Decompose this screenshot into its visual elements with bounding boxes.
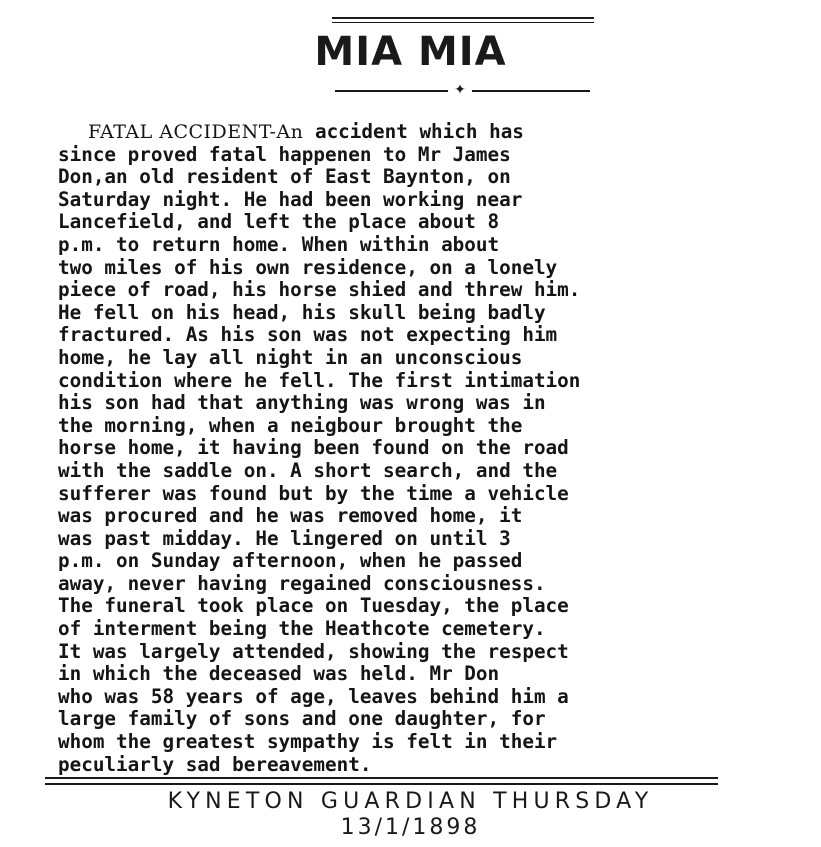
article-lead: FATAL ACCIDENT-An (88, 121, 304, 143)
article-line: home, he lay all night in an unconscious (58, 345, 523, 369)
article-line: condition where he fell. The first intimation (58, 368, 581, 392)
article-line: two miles of his own residence, on a lonely (58, 255, 558, 279)
page-title: MIA MIA (314, 29, 507, 75)
article-line: sufferer was found but by the time a vehicle (58, 481, 569, 505)
article-line: in which the deceased was held. Mr Don (58, 662, 500, 686)
article-line: large family of sons and one daughter, for (58, 707, 546, 731)
article-body (58, 121, 798, 776)
publication-source: KYNETON GUARDIAN THURSDAY (167, 789, 654, 814)
article-line: p.m. on Sunday afternoon, when he passed (58, 549, 523, 573)
article-line: away, never having regained consciousness. (58, 571, 546, 595)
article-line: He fell on his head, his skull being badly (58, 300, 546, 324)
header-rule-top (332, 17, 594, 19)
publication-date: 13/1/1898 (340, 815, 481, 840)
article-line (58, 121, 798, 144)
article-line: whom the greatest sympathy is felt in their (58, 730, 558, 754)
article-line: The funeral took place on Tuesday, the place (58, 594, 569, 618)
article-line: Don,an old resident of East Baynton, on (58, 165, 511, 189)
article-line: with the saddle on. A short search, and the (58, 458, 558, 482)
article-line: horse home, it having been found on the road (58, 436, 569, 460)
footer-rule-top (45, 777, 718, 779)
article-line: It was largely attended, showing the respect (58, 639, 569, 663)
article-line: Saturday night. He had been working near (58, 187, 523, 211)
article-line: was procured and he was removed home, it (58, 504, 523, 528)
article-line: fractured. As his son was not expecting him (58, 323, 558, 347)
header-rule-top-inner (332, 22, 594, 23)
article-line: p.m. to return home. When within about (58, 232, 500, 256)
star-ornament-icon: ✦ (454, 82, 466, 98)
article-line: peculiarly sad bereavement. (58, 752, 372, 776)
article-line: the morning, when a neigbour brought the (58, 413, 523, 437)
footer-rule-bottom (45, 783, 718, 785)
article-line: his son had that anything was wrong was in (58, 391, 546, 415)
article-line: was past midday. He lingered on until 3 (58, 526, 511, 550)
article-line: who was 58 years of age, leaves behind him a (58, 684, 569, 708)
article-line-text: accident which has (303, 120, 524, 143)
article-line: of interment being the Heathcote cemetery. (58, 617, 546, 641)
header-rule-right (472, 90, 590, 92)
header-rule-left (335, 90, 448, 92)
article-line: since proved fatal happenen to Mr James (58, 142, 511, 166)
article-line: Lancefield, and left the place about 8 (58, 210, 500, 234)
article-line: piece of road, his horse shied and threw him. (58, 278, 581, 302)
